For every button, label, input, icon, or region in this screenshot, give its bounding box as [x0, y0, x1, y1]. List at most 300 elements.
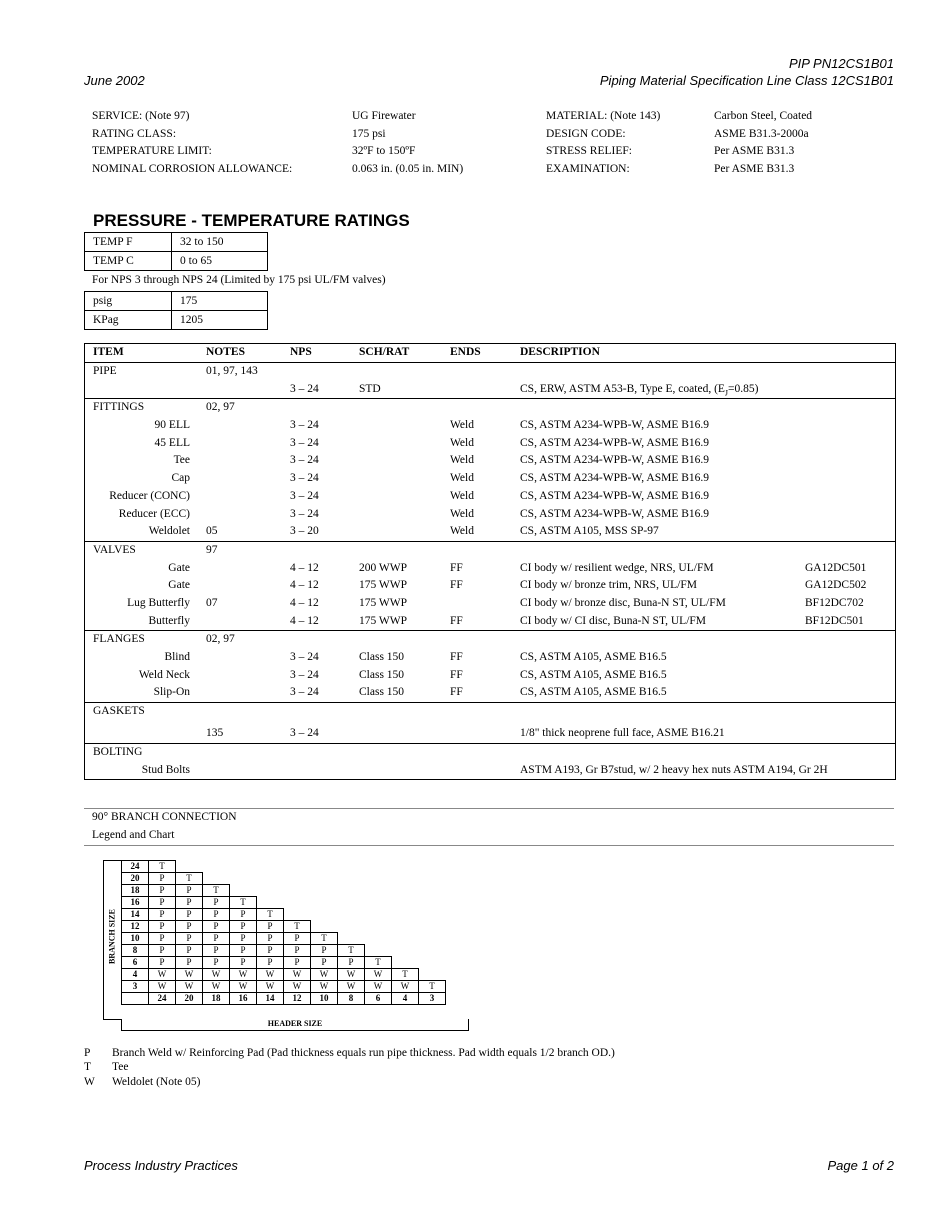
empty-cell — [338, 933, 365, 945]
connection-cell: P — [176, 945, 203, 957]
header-size-label: HEADER SIZE — [121, 1019, 469, 1031]
temp-f-label: TEMP F — [85, 233, 172, 252]
nps: 3 – 24 — [290, 507, 319, 520]
description: CS, ASTM A105, MSS SP-97 — [520, 525, 659, 538]
ends: FF — [450, 668, 463, 681]
connection-cell: W — [284, 969, 311, 981]
branch-size-tick: 16 — [122, 897, 149, 909]
design-code-label: DESIGN CODE: — [546, 127, 626, 140]
notes: 07 — [206, 596, 218, 609]
connection-cell: T — [419, 981, 446, 993]
sch: STD — [359, 382, 381, 395]
col-notes: NOTES — [206, 346, 245, 358]
empty-cell — [257, 861, 284, 873]
examination-value: Per ASME B31.3 — [714, 162, 795, 175]
divider — [84, 808, 894, 809]
connection-cell: P — [176, 957, 203, 969]
legend-key-p: P — [84, 1047, 91, 1059]
group-notes: 01, 97, 143 — [206, 365, 258, 377]
connection-cell: T — [230, 897, 257, 909]
stress-relief-value: Per ASME B31.3 — [714, 145, 795, 157]
table-row — [85, 744, 895, 762]
item: Slip-On — [153, 686, 190, 699]
table-row — [85, 452, 895, 470]
header-size-tick: 10 — [311, 993, 338, 1005]
description: 1/8" thick neoprene full face, ASME B16.21 — [520, 727, 725, 740]
service-label: SERVICE: (Note 97) — [92, 110, 190, 122]
connection-cell: W — [338, 969, 365, 981]
chart-row — [122, 909, 446, 921]
empty-cell — [203, 873, 230, 885]
items-table — [84, 343, 896, 780]
connection-cell: T — [284, 921, 311, 933]
nps: 3 – 24 — [290, 382, 319, 395]
table-row — [85, 577, 895, 595]
connection-cell: W — [230, 969, 257, 981]
description: CS, ASTM A234-WPB-W, ASME B16.9 — [520, 419, 710, 432]
rating-class-label: RATING CLASS: — [92, 127, 177, 140]
ends: Weld — [450, 472, 474, 485]
item: Lug Butterfly — [127, 596, 190, 609]
connection-cell: P — [149, 909, 176, 921]
sch: 175 WWP — [359, 596, 408, 609]
table-row — [85, 725, 895, 743]
description: CS, ASTM A234-WPB-W, ASME B16.9 — [520, 507, 710, 520]
chart-row — [122, 933, 446, 945]
connection-cell: T — [311, 933, 338, 945]
table-row — [85, 613, 895, 631]
empty-cell — [365, 885, 392, 897]
table-row — [85, 523, 895, 541]
connection-cell: P — [284, 945, 311, 957]
doc-id: PIP PN12CS1B01 — [788, 56, 894, 71]
col-item: ITEM — [93, 346, 124, 358]
empty-cell — [284, 873, 311, 885]
connection-cell: P — [203, 957, 230, 969]
nps: 3 – 24 — [290, 651, 319, 663]
connection-cell: P — [311, 957, 338, 969]
legend-key-t: T — [84, 1061, 92, 1073]
empty-cell — [230, 885, 257, 897]
item: Cap — [171, 472, 190, 485]
item: Gate — [168, 561, 190, 574]
connection-cell: W — [338, 981, 365, 993]
empty-cell — [338, 897, 365, 909]
empty-cell — [392, 945, 419, 957]
psig-value: 175 — [172, 292, 268, 311]
header-size-tick: 12 — [284, 993, 311, 1005]
table-row — [85, 595, 895, 613]
pressure-table — [84, 291, 268, 330]
table-row — [85, 542, 895, 560]
connection-cell: P — [257, 933, 284, 945]
chart-row — [122, 981, 446, 993]
empty-cell — [365, 909, 392, 921]
service-info-right — [546, 108, 660, 178]
table-row — [85, 488, 895, 506]
empty-cell — [284, 861, 311, 873]
table-row — [85, 667, 895, 685]
desc-sub: J — [724, 387, 729, 397]
branch-size-tick: 24 — [122, 861, 149, 873]
nps: 3 – 24 — [290, 727, 319, 740]
temperature-limit-label: TEMPERATURE LIMIT: — [92, 145, 212, 157]
ends: FF — [450, 579, 463, 592]
nps: 3 – 20 — [290, 525, 319, 538]
table-row — [85, 560, 895, 578]
empty-cell — [365, 945, 392, 957]
group-gaskets — [85, 703, 895, 744]
table-row — [85, 233, 268, 252]
empty-cell — [365, 873, 392, 885]
group-valves — [85, 542, 895, 631]
description: CS, ASTM A234-WPB-W, ASME B16.9 — [520, 489, 710, 502]
connection-cell: T — [176, 873, 203, 885]
valve-code: BF12DC501 — [805, 614, 864, 627]
col-ends: ENDS — [450, 346, 481, 358]
empty-cell — [419, 921, 446, 933]
connection-cell: P — [203, 897, 230, 909]
table-row — [85, 649, 895, 667]
chart-row — [122, 945, 446, 957]
material-value: Carbon Steel, Coated — [714, 110, 813, 122]
empty-cell — [338, 873, 365, 885]
empty-cell — [257, 873, 284, 885]
table-row — [85, 311, 268, 330]
branch-subtitle: Legend and Chart — [92, 829, 175, 841]
connection-cell: T — [203, 885, 230, 897]
empty-cell — [257, 885, 284, 897]
item: Reducer (ECC) — [118, 507, 190, 520]
table-row — [85, 435, 895, 453]
branch-size-tick: 12 — [122, 921, 149, 933]
empty-cell — [365, 933, 392, 945]
temperature-limit-value: 32ºF to 150ºF — [352, 145, 416, 157]
chart-row — [122, 957, 446, 969]
empty-cell — [230, 873, 257, 885]
empty-cell — [365, 921, 392, 933]
chart-header-row — [122, 993, 446, 1005]
table-row — [85, 252, 268, 271]
connection-cell: W — [176, 969, 203, 981]
empty-cell — [311, 861, 338, 873]
nps: 4 – 12 — [290, 614, 319, 627]
connection-cell: T — [149, 861, 176, 873]
connection-cell: P — [176, 897, 203, 909]
connection-cell: W — [149, 969, 176, 981]
ends: Weld — [450, 454, 474, 467]
chart-row — [122, 897, 446, 909]
ends: Weld — [450, 419, 474, 432]
table-row — [85, 381, 895, 399]
connection-cell: W — [203, 981, 230, 993]
sch: Class 150 — [359, 651, 405, 663]
items-table-header — [85, 344, 895, 363]
connection-cell: T — [338, 945, 365, 957]
branch-chart — [121, 860, 446, 1005]
branch-size-tick: 14 — [122, 909, 149, 921]
pt-ratings-heading: PRESSURE - TEMPERATURE RATINGS — [93, 211, 410, 230]
connection-cell: P — [284, 957, 311, 969]
nps: 3 – 24 — [290, 419, 319, 432]
connection-cell: P — [230, 945, 257, 957]
empty-cell — [365, 897, 392, 909]
header-size-tick: 20 — [176, 993, 203, 1005]
footer-page-number: Page 1 of 2 — [827, 1158, 894, 1173]
empty-cell — [419, 885, 446, 897]
ends: Weld — [450, 489, 474, 502]
connection-cell: P — [284, 933, 311, 945]
notes: 135 — [206, 727, 224, 740]
empty-cell — [176, 861, 203, 873]
sch: Class 150 — [359, 668, 405, 681]
connection-cell: T — [392, 969, 419, 981]
kpag-value: 1205 — [172, 311, 268, 330]
description: CS, ASTM A105, ASME B16.5 — [520, 686, 667, 699]
connection-cell: P — [149, 897, 176, 909]
empty-cell — [392, 921, 419, 933]
col-nps: NPS — [290, 346, 312, 358]
service-info-right-values — [714, 108, 812, 178]
nps: 3 – 24 — [290, 668, 319, 681]
item: Weld Neck — [138, 668, 190, 681]
valve-code: GA12DC501 — [805, 561, 867, 574]
branch-size-tick: 3 — [122, 981, 149, 993]
header-size-tick: 4 — [392, 993, 419, 1005]
material-label: MATERIAL: (Note 143) — [546, 110, 661, 122]
connection-cell: W — [257, 981, 284, 993]
corrosion-allowance-label: NOMINAL CORROSION ALLOWANCE: — [92, 162, 293, 175]
footer-publisher: Process Industry Practices — [84, 1158, 238, 1173]
connection-cell: P — [203, 909, 230, 921]
temp-f-value: 32 to 150 — [172, 233, 268, 252]
group-title: VALVES — [93, 543, 136, 556]
empty-cell — [419, 957, 446, 969]
connection-cell: P — [311, 945, 338, 957]
branch-size-label: BRANCH SIZE — [107, 909, 117, 964]
stress-relief-label: STRESS RELIEF: — [546, 145, 632, 157]
header-size-tick: 6 — [365, 993, 392, 1005]
empty-cell — [338, 885, 365, 897]
table-row — [85, 399, 895, 417]
connection-cell: W — [257, 969, 284, 981]
empty-cell — [230, 861, 257, 873]
psig-label: psig — [85, 292, 172, 311]
ends: Weld — [450, 525, 474, 538]
description — [520, 383, 759, 397]
description: CI body w/ bronze disc, Buna-N ST, UL/FM — [520, 596, 726, 609]
empty-cell — [311, 897, 338, 909]
description: CS, ASTM A234-WPB-W, ASME B16.9 — [520, 472, 710, 485]
empty-cell — [284, 885, 311, 897]
item: Tee — [173, 454, 190, 467]
item: Blind — [164, 651, 190, 663]
table-row — [85, 684, 895, 702]
table-row — [85, 417, 895, 435]
connection-cell: P — [149, 957, 176, 969]
nps: 4 – 12 — [290, 579, 319, 592]
connection-cell: P — [149, 933, 176, 945]
empty-cell — [284, 897, 311, 909]
item: Reducer (CONC) — [109, 489, 190, 502]
connection-cell: W — [176, 981, 203, 993]
empty-cell — [419, 873, 446, 885]
header-size-tick: 8 — [338, 993, 365, 1005]
table-row — [85, 363, 895, 381]
nps: 3 – 24 — [290, 489, 319, 502]
header-size-tick: 18 — [203, 993, 230, 1005]
empty-cell — [311, 885, 338, 897]
empty-cell — [392, 873, 419, 885]
connection-cell: P — [257, 921, 284, 933]
connection-cell: T — [365, 957, 392, 969]
chart-row — [122, 921, 446, 933]
branch-size-tick: 10 — [122, 933, 149, 945]
chart-row — [122, 969, 446, 981]
connection-cell: P — [230, 933, 257, 945]
item: Butterfly — [148, 614, 190, 627]
branch-size-tick: 18 — [122, 885, 149, 897]
empty-cell — [419, 861, 446, 873]
ends: Weld — [450, 507, 474, 520]
notes: 05 — [206, 525, 218, 538]
connection-cell: W — [230, 981, 257, 993]
nps: 3 – 24 — [290, 454, 319, 467]
connection-cell: P — [149, 885, 176, 897]
ends: Weld — [450, 436, 474, 449]
empty-cell — [311, 921, 338, 933]
group-bolting — [85, 744, 895, 779]
connection-cell: P — [176, 921, 203, 933]
chart-row — [122, 885, 446, 897]
empty-cell — [365, 861, 392, 873]
connection-cell: P — [230, 909, 257, 921]
item: Weldolet — [148, 525, 190, 538]
ends: FF — [450, 686, 463, 699]
header-size-tick: 24 — [149, 993, 176, 1005]
description: CS, ASTM A105, ASME B16.5 — [520, 651, 667, 663]
branch-size-tick: 4 — [122, 969, 149, 981]
nps: 3 – 24 — [290, 472, 319, 485]
item: Gate — [168, 579, 190, 592]
empty-cell — [203, 861, 230, 873]
connection-cell: W — [392, 981, 419, 993]
sch: 200 WWP — [359, 561, 408, 574]
item: Stud Bolts — [141, 763, 190, 776]
empty-cell — [419, 969, 446, 981]
empty-cell — [392, 933, 419, 945]
desc-tail: =0.85) — [728, 382, 759, 395]
nps-limit-note: For NPS 3 through NPS 24 (Limited by 175 psi UL/FM valves) — [92, 274, 386, 286]
connection-cell: W — [149, 981, 176, 993]
temp-c-value: 0 to 65 — [172, 252, 268, 271]
connection-cell: W — [203, 969, 230, 981]
empty-cell — [311, 909, 338, 921]
header-size-tick: 16 — [230, 993, 257, 1005]
ends: FF — [450, 561, 463, 574]
connection-cell: P — [257, 945, 284, 957]
group-notes: 97 — [206, 543, 218, 556]
legend-key-w: W — [84, 1076, 95, 1088]
connection-cell: P — [176, 909, 203, 921]
empty-cell — [419, 897, 446, 909]
description: CI body w/ bronze trim, NRS, UL/FM — [520, 579, 697, 592]
group-title: GASKETS — [93, 705, 145, 718]
table-row — [85, 470, 895, 488]
service-info-left-values — [352, 108, 463, 178]
examination-label: EXAMINATION: — [546, 162, 630, 175]
group-notes: 02, 97 — [206, 633, 235, 646]
description: CI body w/ resilient wedge, NRS, UL/FM — [520, 561, 714, 574]
group-title: BOLTING — [93, 746, 143, 759]
group-flanges — [85, 631, 895, 703]
desc-text: CS, ERW, ASTM A53-B, Type E, coated, (E — [520, 382, 725, 395]
branch-size-tick: 20 — [122, 873, 149, 885]
connection-cell: T — [257, 909, 284, 921]
divider — [84, 845, 894, 846]
nps: 3 – 24 — [290, 686, 319, 699]
ends: FF — [450, 651, 463, 663]
connection-cell: P — [230, 957, 257, 969]
branch-title: 90° BRANCH CONNECTION — [92, 811, 237, 823]
chart-row — [122, 861, 446, 873]
connection-cell: P — [257, 957, 284, 969]
connection-cell: P — [176, 885, 203, 897]
branch-size-tick: 6 — [122, 957, 149, 969]
connection-cell: W — [311, 969, 338, 981]
doc-title: Piping Material Specification Line Class 12CS1B01 — [599, 73, 894, 88]
connection-cell: W — [365, 981, 392, 993]
corner-cell — [122, 993, 149, 1005]
empty-cell — [392, 885, 419, 897]
group-fittings — [85, 399, 895, 542]
connection-cell: P — [203, 945, 230, 957]
description: ASTM A193, Gr B7stud, w/ 2 heavy hex nuts ASTM A194, Gr 2H — [520, 763, 828, 776]
table-row — [85, 506, 895, 524]
rating-class-value: 175 psi — [352, 127, 386, 140]
branch-size-tick: 8 — [122, 945, 149, 957]
empty-cell — [419, 945, 446, 957]
col-sch-rat: SCH/RAT — [359, 346, 410, 358]
service-info-left — [92, 108, 292, 178]
col-description: DESCRIPTION — [520, 346, 600, 358]
sch: 175 WWP — [359, 579, 408, 592]
empty-cell — [392, 909, 419, 921]
empty-cell — [257, 897, 284, 909]
connection-cell: W — [284, 981, 311, 993]
description: CS, ASTM A234-WPB-W, ASME B16.9 — [520, 436, 710, 449]
corrosion-allowance-value: 0.063 in. (0.05 in. MIN) — [352, 162, 464, 175]
table-row — [85, 631, 895, 649]
empty-cell — [392, 861, 419, 873]
group-title: PIPE — [93, 365, 117, 377]
ends: FF — [450, 614, 463, 627]
sch: Class 150 — [359, 686, 405, 699]
group-notes: 02, 97 — [206, 401, 235, 414]
group-title: FLANGES — [93, 633, 145, 646]
empty-cell — [392, 897, 419, 909]
item: 45 ELL — [154, 436, 190, 449]
table-row — [85, 292, 268, 311]
legend-text-w: Weldolet (Note 05) — [112, 1076, 201, 1088]
empty-cell — [284, 909, 311, 921]
nps: 4 – 12 — [290, 596, 319, 609]
temp-table — [84, 232, 268, 271]
connection-cell: W — [311, 981, 338, 993]
legend-text-p: Branch Weld w/ Reinforcing Pad (Pad thickness equals run pipe thickness. Pad width equals 1/2 branch OD.) — [112, 1047, 615, 1059]
connection-cell: P — [176, 933, 203, 945]
item: 90 ELL — [154, 419, 190, 432]
